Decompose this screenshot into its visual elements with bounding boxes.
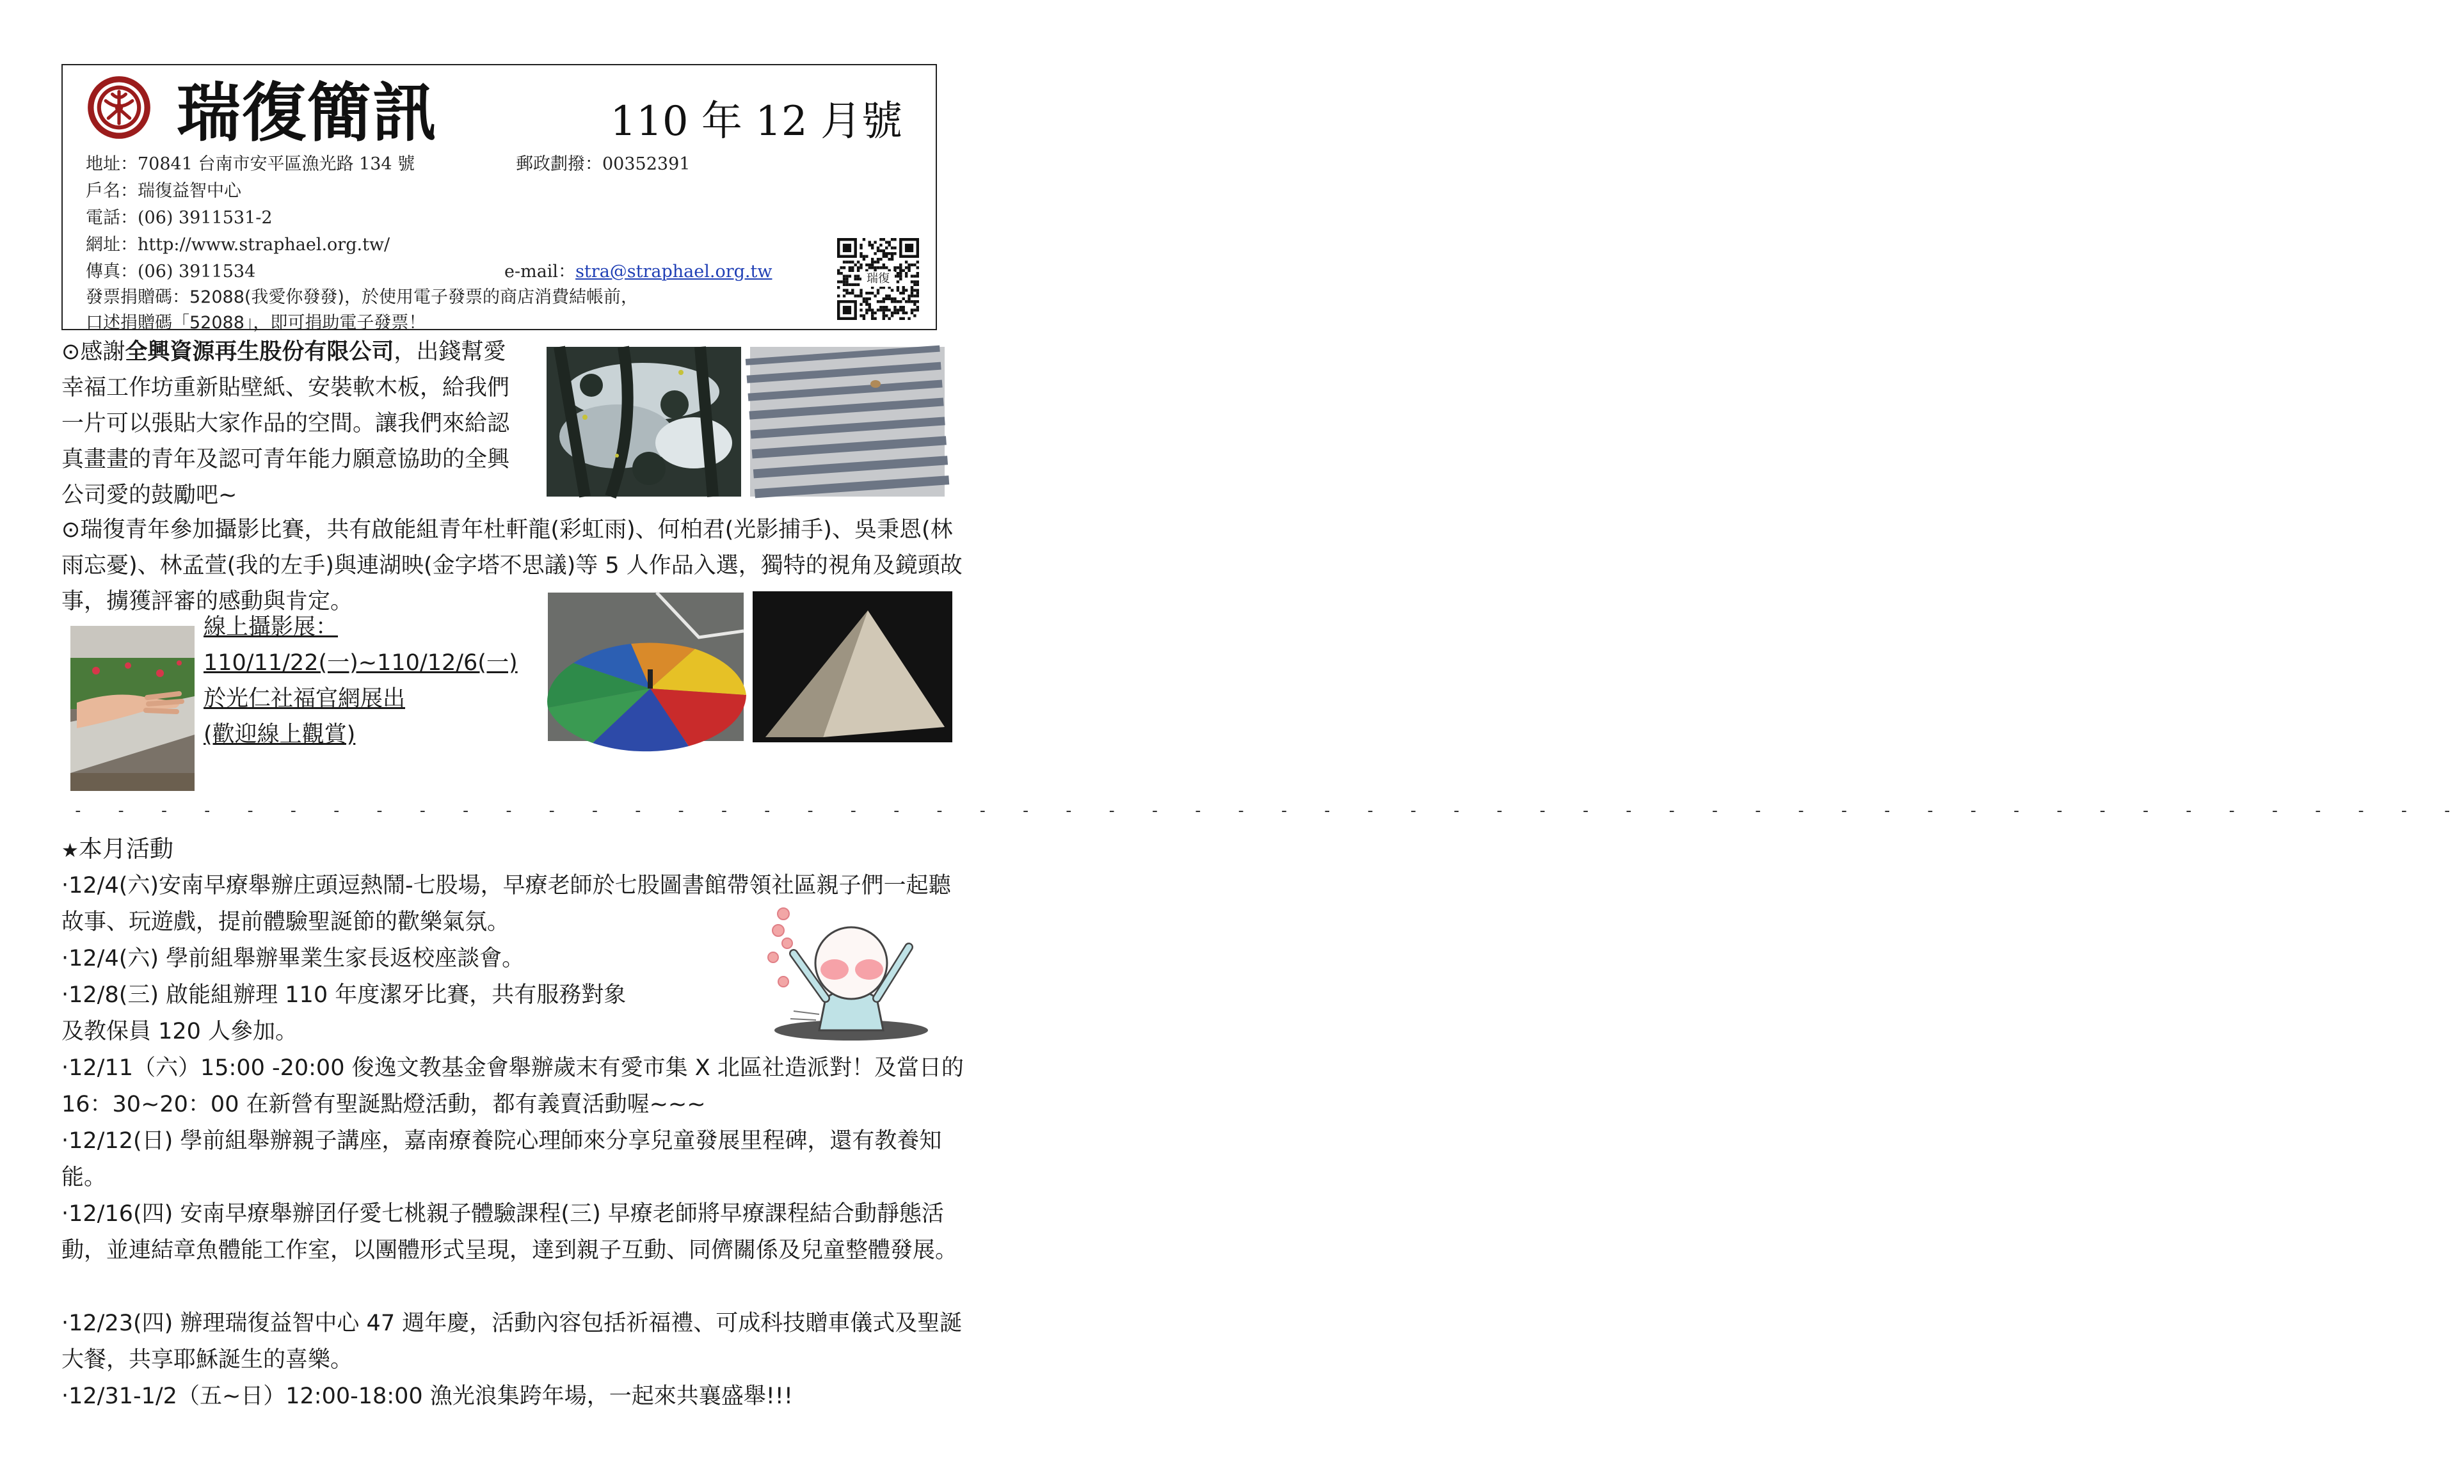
activity-item: ‧12/4(六)安南早療舉辦庄頭逗熱鬧-七股場，早療老師於七股圖書館帶領社區親子們一起聽故事、玩遊戲，提前體驗聖誕節的歡樂氣氛。 <box>61 873 951 935</box>
activity-item: ‧12/4(六) 學前組舉辦畢業生家長返校座談會。 <box>61 946 525 971</box>
exhibition-invite: (歡迎線上觀賞) <box>204 722 356 747</box>
account-name: 戶名：瑞復益智中心 <box>86 181 241 201</box>
activity-item: ‧12/11（六）15:00 -20:00 俊逸文教基金會舉辦歲末有愛市集 X 北區社造派對！及當日的 16：30~20：00 在新營有聖誕點燈活動，都有義賣活動喔~~~ <box>61 1055 964 1117</box>
activity-item: ‧12/31-1/2（五~日）12:00-18:00 漁光浪集跨年場，一起來共襄盛舉!!! <box>61 1384 793 1409</box>
photo-contest-paragraph: ⊙瑞復青年參加攝影比賽，共有啟能組青年杜軒龍(彩虹雨)、何柏君(光影捕手)、吳秉恩(林雨忘憂)、林孟萱(我的左手)與連湖映(金字塔不思議)等 5 人作品入選，獨特的視角及鏡頭故事，擄獲評審的感動與肯定。 <box>61 517 963 614</box>
online-exhibition <box>204 609 536 753</box>
email-row <box>504 257 772 282</box>
activity-item: ‧12/16(四) 安南早療舉辦囝仔愛七桃親子體驗課程(三) 早療老師將早療課程結合動靜態活動，並連結章魚體能工作室，以團體形式呈現，達到親子互動、同儕關係及兒童整體發展。 <box>61 1201 958 1263</box>
email-label: e-mail： <box>504 262 576 282</box>
thanks-text: ，出錢幫愛幸福工作坊重新貼壁紙、安裝軟木板，給我們一片可以張貼大家作品的空間。讓我們來給認真畫畫的青年及認可青年能力願意協助的全興公司愛的鼓勵吧~ <box>61 339 510 508</box>
activities-heading <box>61 831 970 869</box>
cheering-cartoon-illustration <box>755 902 947 1049</box>
photo-my-left-hand <box>70 626 195 791</box>
photo-pyramid-wonder <box>753 591 952 742</box>
postal-account: 郵政劃撥：00352391 <box>516 154 691 174</box>
newsletter-header <box>61 64 937 333</box>
photo-light-stripes <box>750 347 945 497</box>
exhibition-dates: 110/11/22(一)~110/12/6(一) <box>204 650 518 676</box>
photo-rain-reflection <box>547 347 741 497</box>
activities-heading-text: 本月活動 <box>78 835 173 863</box>
invoice-donation-line-1: 發票捐贈碼：52088(我愛你發發)，於使用電子發票的商店消費結帳前， <box>86 287 638 307</box>
exhibition-location[interactable]: 於光仁社福官網展出 <box>204 686 406 712</box>
activity-item: 及教保員 120 人參加。 <box>61 1019 298 1044</box>
activity-item: ‧12/23(四) 辦理瑞復益智中心 47 週年慶，活動內容包括祈福禮、可成科技贈車儀式及聖誕大餐，共享耶穌誕生的喜樂。 <box>61 1311 963 1373</box>
invoice-donation-line-2: 口述捐贈碼「52088」，即可捐助電子發票！ <box>86 313 426 333</box>
email-link[interactable]: stra@straphael.org.tw <box>575 262 772 282</box>
fax: 傳真：(06) 3911534 <box>86 262 256 282</box>
organization-logo <box>86 74 152 141</box>
activity-item: ‧12/12(日) 學前組舉辦親子講座，嘉南療養院心理師來分享兒童發展里程碑，還有教養知能。 <box>61 1128 942 1190</box>
thanks-paragraph <box>61 334 522 513</box>
photo-rainbow-rain <box>548 593 744 741</box>
star-icon: ★ <box>61 840 79 862</box>
qr-code[interactable] <box>837 238 919 320</box>
address: 地址：70841 台南市安平區漁光路 134 號 <box>86 154 415 174</box>
exhibition-title: 線上攝影展： <box>204 614 339 640</box>
section-divider: - - - - - - - - - - - - - - - - - - - - - - - - - - - - - - - - - - - - - - - - - - - - - - - - - - - - - - - - <box>73 801 2464 820</box>
sponsor-company: 全興資源再生股份有限公司 <box>125 339 394 365</box>
newsletter-title: 瑞復簡訊 <box>177 75 438 150</box>
thanks-bullet: ⊙感謝 <box>61 339 125 365</box>
website[interactable]: 網址：http://www.straphael.org.tw/ <box>86 235 390 255</box>
phone: 電話：(06) 3911531-2 <box>86 208 273 228</box>
issue-date: 110 年 12 月號 <box>610 98 902 145</box>
activity-item: ‧12/8(三) 啟能組辦理 110 年度潔牙比賽，共有服務對象 <box>61 982 627 1008</box>
qr-label: 瑞復 <box>861 271 895 287</box>
